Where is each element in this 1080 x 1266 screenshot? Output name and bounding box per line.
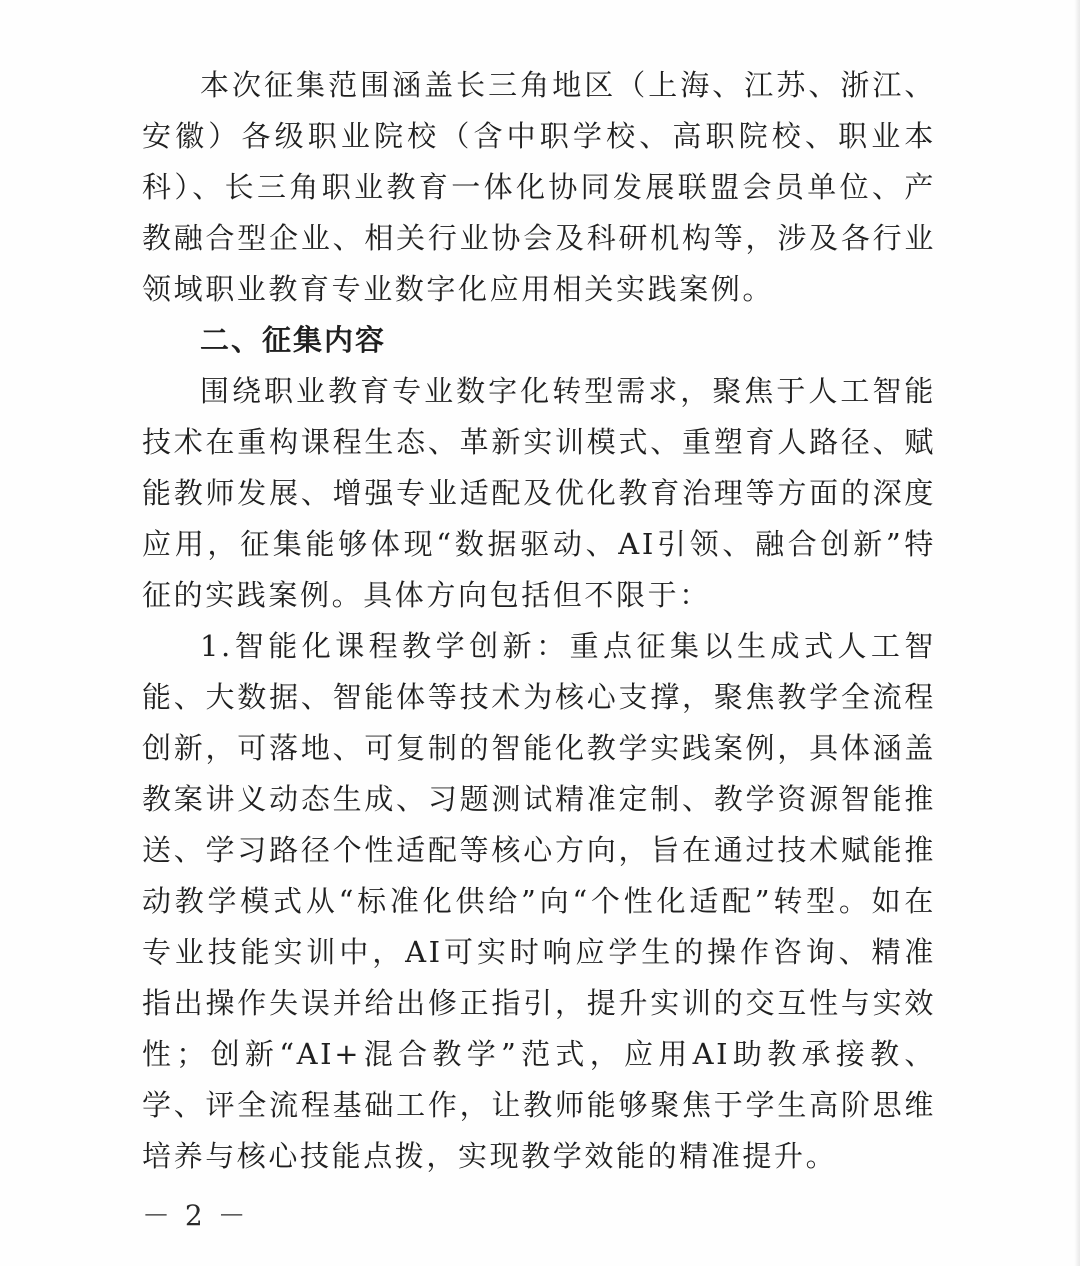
- section-heading-content: 二、征集内容: [200, 323, 387, 357]
- document-body: [142, 60, 936, 1182]
- paragraph-scope: 本次征集范围涵盖长三角地区（上海、江苏、浙江、安徽）各级职业院校（含中职学校、高职院校、职业本科）、长三角职业教育一体化协同发展联盟会员单位、产教融合型企业、相关行业协会及科研机构等，涉及各行业领域职业教育专业数字化应用相关实践案例。: [142, 68, 936, 306]
- page-number: － 2 －: [142, 1199, 249, 1232]
- paragraph-item-1: 1.智能化课程教学创新：重点征集以生成式人工智能、大数据、智能体等技术为核心支撑，聚焦教学全流程创新，可落地、可复制的智能化教学实践案例，具体涵盖教案讲义动态生成、习题测试精准定制、教学资源智能推送、学习路径个性适配等核心方向，旨在通过技术赋能推动教学模式从“标准化供给”向“个性化适配”转型。如在专业技能实训中，AI可实时响应学生的操作咨询、精准指出操作失误并给出修正指引，提升实训的交互性与实效性；创新“AI+混合教学”范式，应用AI助教承接教、学、评全流程基础工作，让教师能够聚焦于学生高阶思维培养与核心技能点拨，实现教学效能的精准提升。: [142, 629, 936, 1173]
- scan-edge: [1074, 0, 1080, 1266]
- paragraph-content-intro: 围绕职业教育专业数字化转型需求，聚焦于人工智能技术在重构课程生态、革新实训模式、重塑育人路径、赋能教师发展、增强专业适配及优化教育治理等方面的深度应用，征集能够体现“数据驱动、AI引领、融合创新”特征的实践案例。具体方向包括但不限于：: [142, 374, 936, 612]
